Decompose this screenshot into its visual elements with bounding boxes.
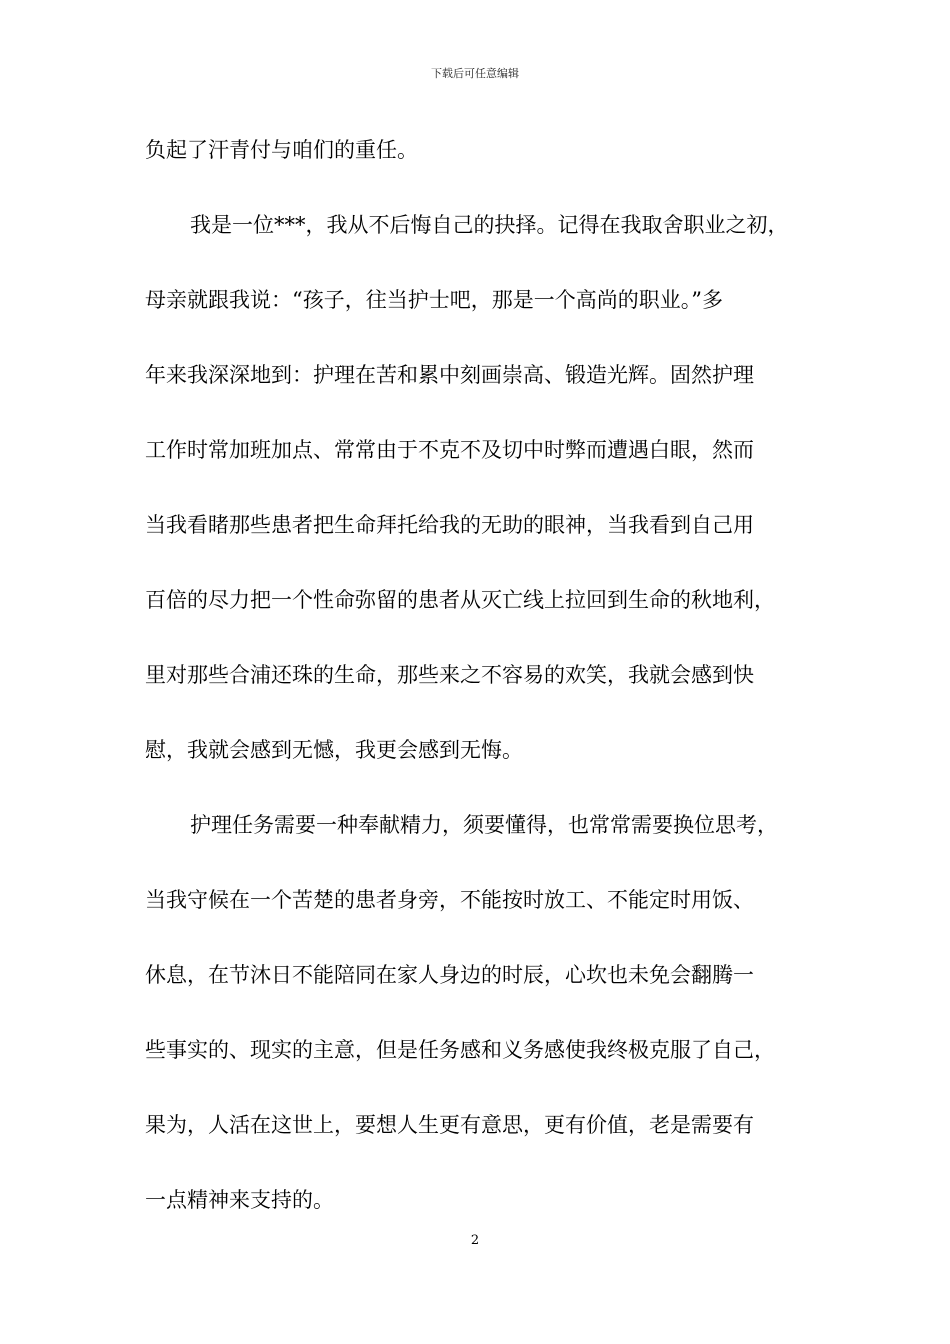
body-text-line: 当我看睹那些患者把生命拜托给我的无助的眼神，当我看到自己用 <box>145 513 754 537</box>
body-text-line: 年来我深深地到：护理在苦和累中刻画崇高、锻造光辉。固然护理 <box>145 363 754 387</box>
body-text-line: 一点精神来支持的。 <box>145 1188 334 1212</box>
body-text-line: 当我守候在一个苦楚的患者身旁，不能按时放工、不能定时用饭、 <box>145 888 754 912</box>
body-text-line: 负起了汗青付与咱们的重任。 <box>145 138 418 162</box>
body-text-line: 母亲就跟我说：“孩子，往当护士吧，那是一个高尚的职业。”多 <box>145 288 723 312</box>
body-text-line: 里对那些合浦还珠的生命，那些来之不容易的欢笑，我就会感到快 <box>145 663 754 687</box>
page-number: 2 <box>470 1233 480 1248</box>
paragraph-first-line: 护理任务需要一种奉献精力，须要懂得，也常常需要换位思考， <box>190 813 778 837</box>
body-text-line: 慰，我就会感到无憾，我更会感到无悔。 <box>145 738 523 762</box>
body-text-line: 工作时常加班加点、常常由于不克不及切中时弊而遭遇白眼，然而 <box>145 438 754 462</box>
body-text-line: 些事实的、现实的主意，但是任务感和义务感使我终极克服了自己， <box>145 1038 775 1062</box>
body-text-line: 果为，人活在这世上，要想人生更有意思，更有价值，老是需要有 <box>145 1113 754 1137</box>
page-header-note: 下载后可任意编辑 <box>431 67 519 80</box>
paragraph-first-line: 我是一位***，我从不后悔自己的抉择。记得在我取舍职业之初， <box>190 213 789 237</box>
body-text-line: 休息，在节沐日不能陪同在家人身边的时辰，心坎也未免会翻腾一 <box>145 963 754 987</box>
body-text-line: 百倍的尽力把一个性命弥留的患者从灭亡线上拉回到生命的秋地利， <box>145 588 775 612</box>
